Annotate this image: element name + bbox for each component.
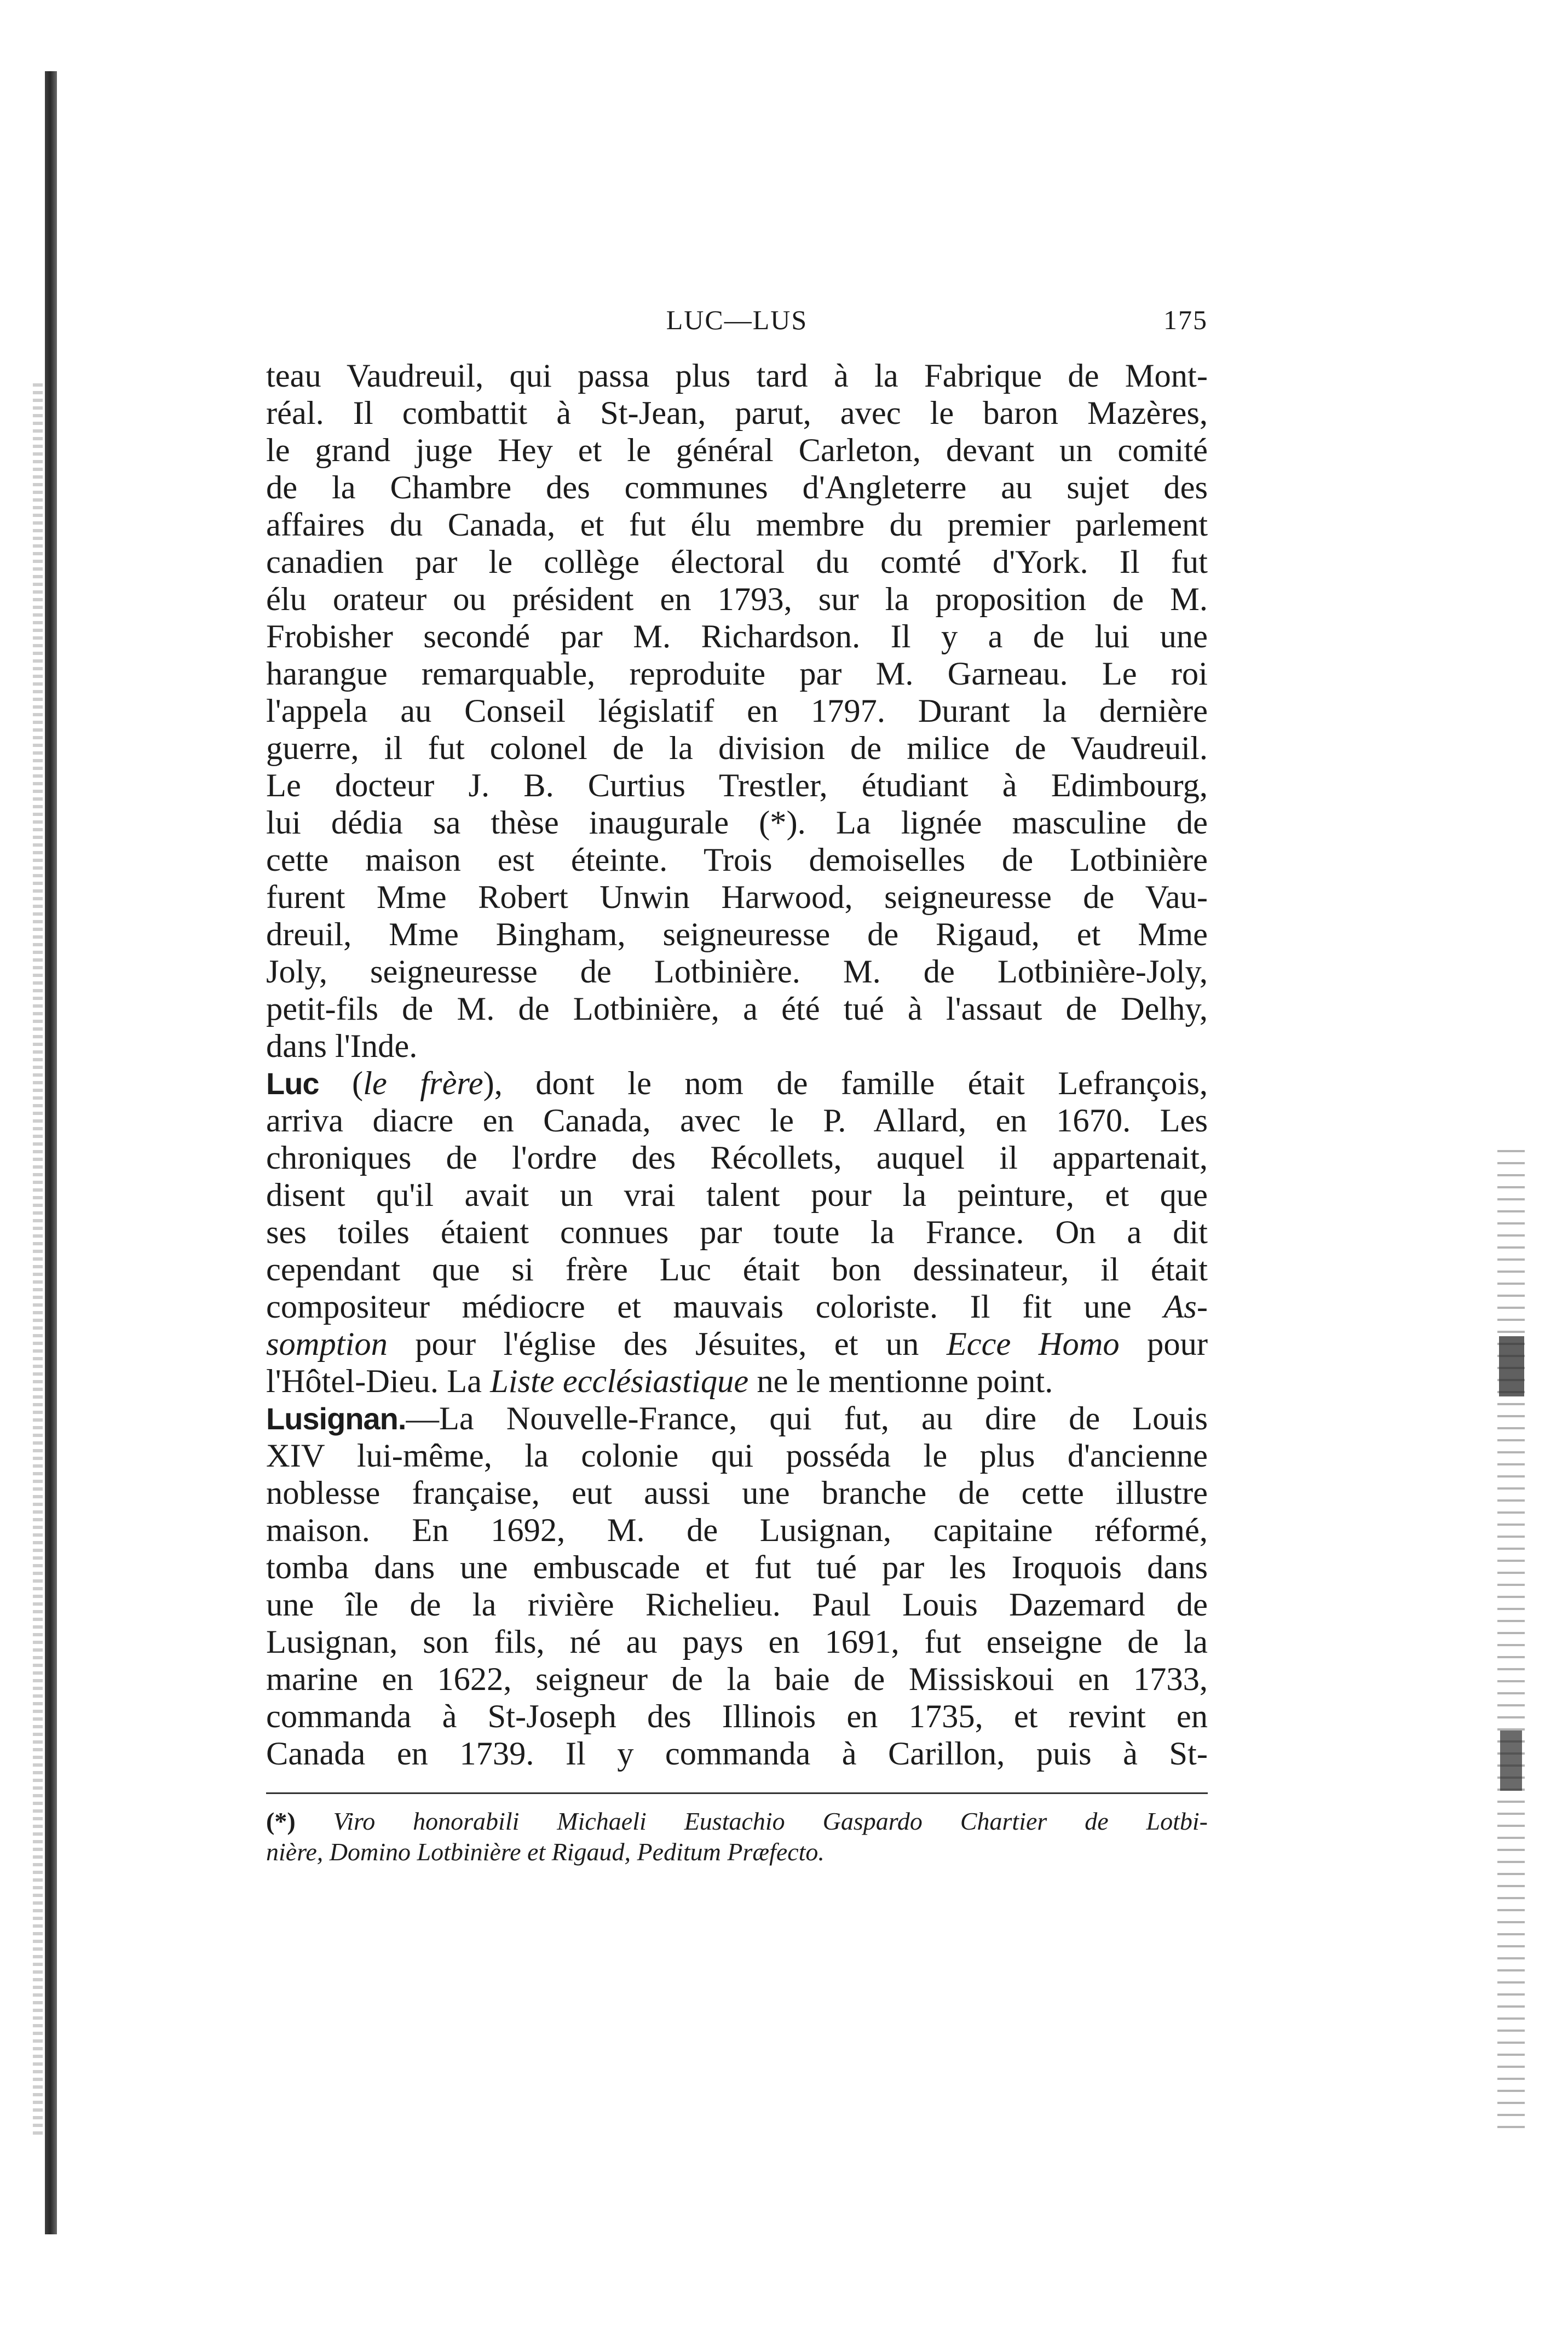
running-head-title: LUC—LUS [666, 304, 808, 335]
text-line: Canada en 1739. Il y commanda à Carillon, puis à St- [266, 1735, 1208, 1772]
text-line: arriva diacre en Canada, avec le P. Allard, en 1670. Les [266, 1102, 1208, 1139]
footnote-text: Viro honorabili Michaeli Eustachio Gaspardo Chartier de Lotbi- [333, 1807, 1208, 1835]
book-page [266, 304, 1208, 1867]
text-line: dreuil, Mme Bingham, seigneuresse de Rigaud, et Mme [266, 916, 1208, 953]
text-line: cette maison est éteinte. Trois demoiselles de Lotbinière [266, 842, 1208, 878]
text-line: commanda à St-Joseph des Illinois en 1735, et revint en [266, 1698, 1208, 1735]
text-fragment: ne le mentionne point. [748, 1363, 1053, 1400]
text-line: de la Chambre des communes d'Angleterre au sujet des [266, 469, 1208, 506]
text-line: furent Mme Robert Unwin Harwood, seigneuresse de Vau- [266, 879, 1208, 916]
footnote-line [266, 1806, 1208, 1837]
text-line: harangue remarquable, reproduite par M. Garneau. Le roi [266, 656, 1208, 692]
text-line: noblesse française, eut aussi une branche de cette illustre [266, 1475, 1208, 1511]
footnote-line [266, 1837, 1208, 1867]
footnote [266, 1806, 1208, 1867]
text-line [266, 1363, 1208, 1400]
footnote-mark: (*) [266, 1807, 296, 1835]
entry-first-line: Luc (le frère), dont le nom de famille était Lefrançois, [266, 1065, 1208, 1102]
scan-edge-noise-right [1497, 1150, 1525, 2136]
italic-title: Liste ecclésiastique [490, 1363, 749, 1400]
text-line: Lusignan, son fils, né au pays en 1691, fut enseigne de la [266, 1624, 1208, 1660]
text-line: tomba dans une embuscade et fut tué par les Iroquois dans [266, 1549, 1208, 1586]
text-line: chroniques de l'ordre des Récollets, auquel il appartenait, [266, 1140, 1208, 1176]
text-line: canadien par le collège électoral du comté d'York. Il fut [266, 544, 1208, 580]
text-line: réal. Il combattit à St-Jean, parut, avec le baron Mazères, [266, 395, 1208, 432]
text-fragment: pour [1119, 1326, 1208, 1363]
text-line: Le docteur J. B. Curtius Trestler, étudiant à Edimbourg, [266, 767, 1208, 804]
text-line: l'appela au Conseil législatif en 1797. Durant la dernière [266, 693, 1208, 729]
entry-epithet: le frère [363, 1065, 483, 1102]
text-line: élu orateur ou président en 1793, sur la proposition de M. [266, 581, 1208, 618]
italic-title: As- [1163, 1289, 1208, 1325]
italic-title: Ecce Homo [946, 1326, 1120, 1363]
text-line: maison. En 1692, M. de Lusignan, capitaine réformé, [266, 1512, 1208, 1549]
text-line: marine en 1622, seigneur de la baie de Missiskoui en 1733, [266, 1661, 1208, 1698]
running-head [266, 304, 1208, 342]
entry-luc [266, 1065, 1208, 1400]
scan-binding-shadow [45, 71, 57, 2234]
scan-blot [1499, 1336, 1524, 1396]
text-fragment: —La Nouvelle-France, qui fut, au dire de Louis [406, 1400, 1208, 1437]
page-number: 175 [1163, 304, 1208, 335]
text-fragment: l'Hôtel-Dieu. La [266, 1363, 491, 1400]
paragraph-continuation [266, 358, 1208, 1065]
text-line: teau Vaudreuil, qui passa plus tard à la Fabrique de Mont- [266, 358, 1208, 394]
text-line [266, 1326, 1208, 1363]
text-line: Frobisher secondé par M. Richardson. Il y a de lui une [266, 618, 1208, 655]
text-line: guerre, il fut colonel de la division de milice de Vaudreuil. [266, 730, 1208, 767]
text-line: dans l'Inde. [266, 1028, 418, 1065]
scan-blot [1500, 1731, 1522, 1791]
entry-headword: Lusignan. [266, 1401, 406, 1436]
text-fragment: pour l'église des Jésuites, et un [387, 1326, 947, 1363]
text-line: lui dédia sa thèse inaugurale (*). La lignée masculine de [266, 804, 1208, 841]
text-line: Joly, seigneuresse de Lotbinière. M. de Lotbinière-Joly, [266, 953, 1208, 990]
text-fragment: , dont le nom de famille était Lefrançois, [494, 1065, 1208, 1102]
text-line: affaires du Canada, et fut élu membre du premier parlement [266, 507, 1208, 543]
entry-lusignan [266, 1400, 1208, 1773]
text-line: XIV lui-même, la colonie qui posséda le plus d'ancienne [266, 1438, 1208, 1474]
text-line [266, 1289, 1208, 1326]
body-text [266, 358, 1208, 1773]
text-line: cependant que si frère Luc était bon dessinateur, il était [266, 1251, 1208, 1288]
text-line: disent qu'il avait un vrai talent pour la peinture, et que [266, 1177, 1208, 1214]
text-fragment: compositeur médiocre et mauvais coloriste. Il fit une [266, 1289, 1164, 1325]
italic-title: somption [266, 1326, 388, 1363]
footnote-rule [266, 1792, 1208, 1794]
entry-first-line [266, 1400, 1208, 1438]
text-line: une île de la rivière Richelieu. Paul Louis Dazemard de [266, 1586, 1208, 1623]
text-line: le grand juge Hey et le général Carleton, devant un comité [266, 432, 1208, 469]
text-line: petit-fils de M. de Lotbinière, a été tué à l'assaut de Delhy, [266, 991, 1208, 1027]
footnote-text: nière, Domino Lotbinière et Rigaud, Peditum Præfecto. [266, 1838, 825, 1866]
entry-headword: Luc [266, 1066, 319, 1101]
scan-edge-noise [33, 383, 43, 2136]
text-line: ses toiles étaient connues par toute la France. On a dit [266, 1214, 1208, 1251]
